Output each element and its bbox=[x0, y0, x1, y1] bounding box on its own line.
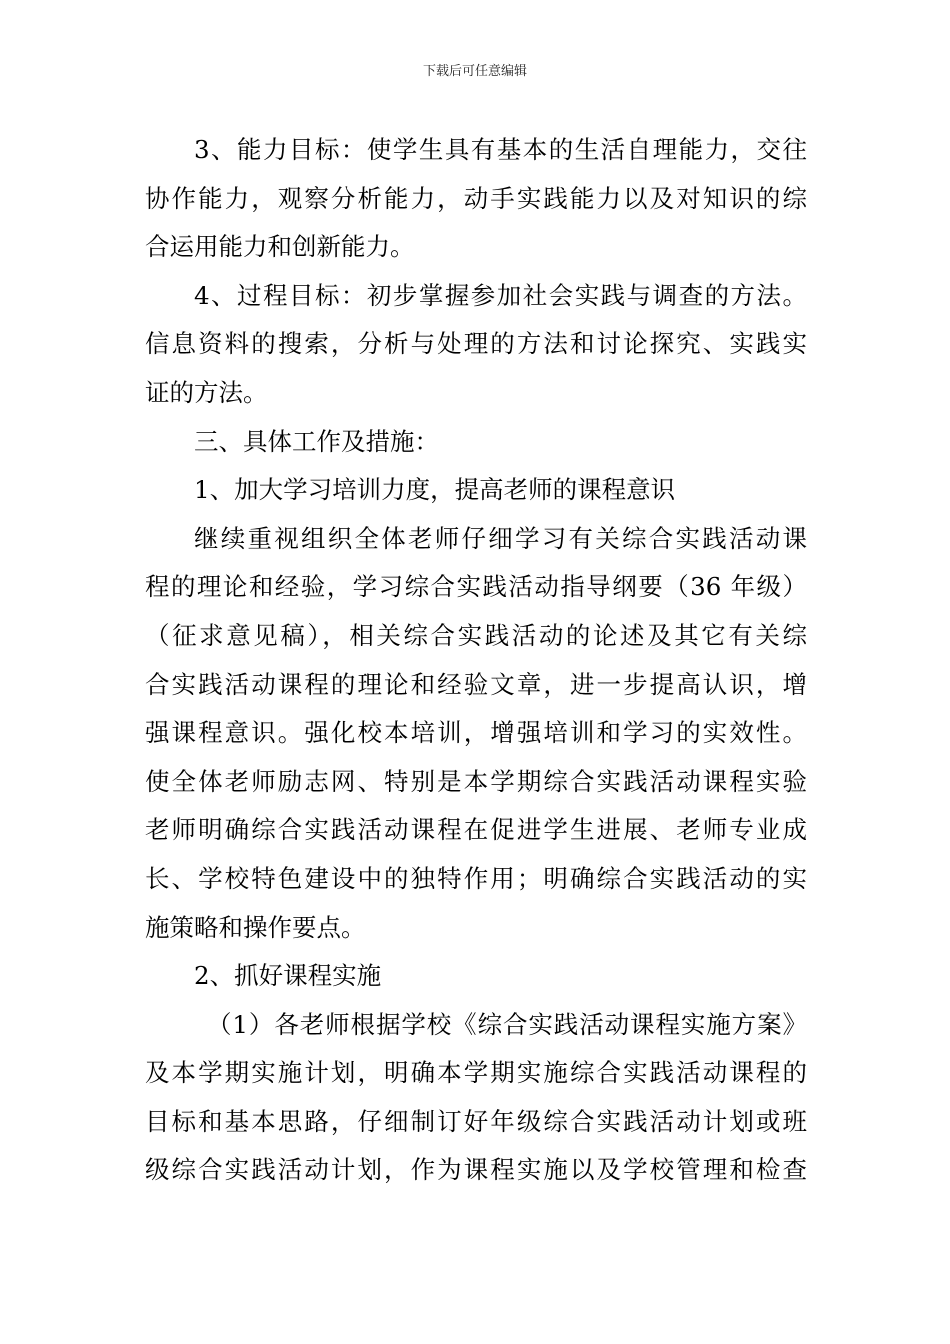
paragraph-line: 4、过程目标：初步掌握参加社会实践与调查的方法。 bbox=[194, 280, 807, 310]
paragraph-line: 合运用能力和创新能力。 bbox=[145, 232, 415, 262]
page-header: 下载后可任意编辑 bbox=[422, 64, 527, 79]
paragraph-line: 信息资料的搜索，分析与处理的方法和讨论探究、实践实 bbox=[145, 329, 807, 359]
paragraph-line: （征求意见稿），相关综合实践活动的论述及其它有关综 bbox=[145, 620, 807, 650]
paragraph-line: 施策略和操作要点。 bbox=[145, 912, 366, 942]
paragraph-line: 强课程意识。强化校本培训，增强培训和学习的实效性。 bbox=[145, 718, 807, 748]
paragraph-line: 使全体老师励志网、特别是本学期综合实践活动课程实验 bbox=[145, 766, 807, 796]
document-body bbox=[145, 126, 807, 1195]
section-heading: 三、具体工作及措施： bbox=[194, 426, 439, 456]
paragraph-line: 继续重视组织全体老师仔细学习有关综合实践活动课 bbox=[194, 523, 807, 553]
paragraph-line: 协作能力，观察分析能力，动手实践能力以及对知识的综 bbox=[145, 183, 807, 213]
paragraph-line: （1）各老师根据学校《综合实践活动课程实施方案》 bbox=[207, 1009, 807, 1039]
paragraph-line: 3、能力目标：使学生具有基本的生活自理能力，交往 bbox=[194, 135, 807, 164]
paragraph-line: 证的方法。 bbox=[145, 377, 268, 407]
subsection-heading: 2、抓好课程实施 bbox=[194, 961, 382, 991]
paragraph-line: 长、学校特色建设中的独特作用；明确综合实践活动的实 bbox=[145, 863, 807, 893]
paragraph-line: 及本学期实施计划，明确本学期实施综合实践活动课程的 bbox=[145, 1058, 807, 1088]
paragraph-line: 目标和基本思路，仔细制订好年级综合实践活动计划或班 bbox=[145, 1106, 807, 1136]
paragraph-line: 老师明确综合实践活动课程在促进学生进展、老师专业成 bbox=[145, 815, 807, 845]
paragraph-line: 合实践活动课程的理论和经验文章，进一步提高认识，增 bbox=[145, 669, 807, 699]
paragraph-line: 级综合实践活动计划，作为课程实施以及学校管理和检查 bbox=[145, 1155, 807, 1185]
subsection-heading: 1、加大学习培训力度，提高老师的课程意识 bbox=[194, 475, 676, 505]
paragraph-line: 程的理论和经验，学习综合实践活动指导纲要（36 年级） bbox=[145, 572, 807, 602]
